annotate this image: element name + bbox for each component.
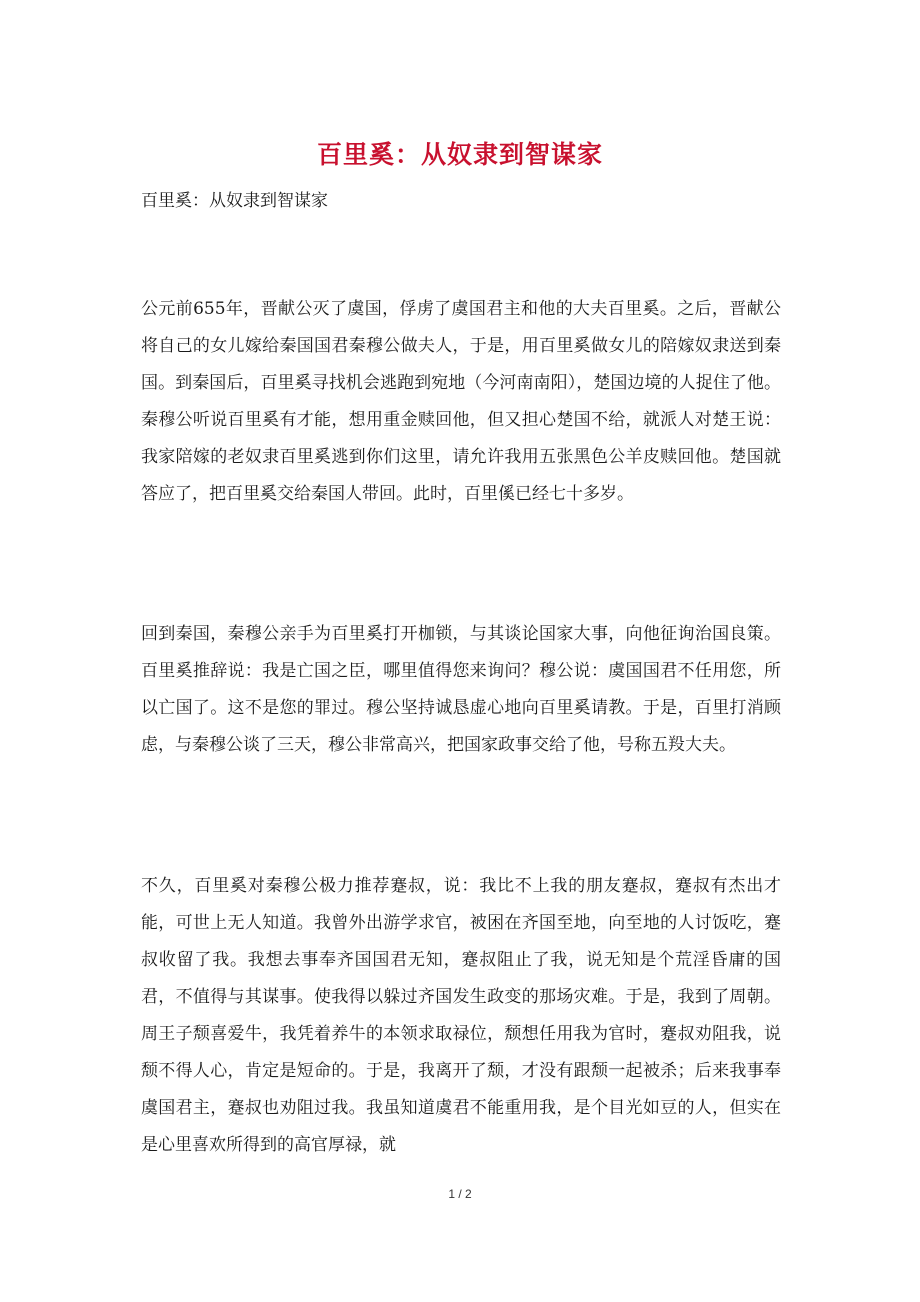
document-subtitle: 百里奚：从奴隶到智谋家 <box>141 191 328 211</box>
paragraph-1: 公元前655年，晋献公灭了虞国，俘虏了虞国君主和他的大夫百里奚。之后，晋献公将自己的女儿嫁给秦国国君秦穆公做夫人，于是，用百里奚做女儿的陪嫁奴隶送到秦国。到秦国后，百里奚寻找机会逃跑到宛地（今河南南阳），楚国边境的人捉住了他。秦穆公听说百里奚有才能，想用重金赎回他，但又担心楚国不给，就派人对楚王说：我家陪嫁的老奴隶百里奚逃到你们这里，请允许我用五张黑色公羊皮赎回他。楚国就答应了，把百里奚交给秦国人带回。此时，百里傒已经七十多岁。 <box>141 299 781 504</box>
paragraph-2: 回到秦国，秦穆公亲手为百里奚打开枷锁，与其谈论国家大事，向他征询治国良策。百里奚推辞说：我是亡国之臣，哪里值得您来询问？穆公说：虞国国君不任用您，所以亡国了。这不是您的罪过。穆公坚持诚恳虚心地向百里奚请教。于是，百里打消顾虑，与秦穆公谈了三天，穆公非常高兴，把国家政事交给了他，号称五羖大夫。 <box>141 624 781 755</box>
page-number: 1 / 2 <box>448 1187 472 1201</box>
document-title: 百里奚：从奴隶到智谋家 <box>316 140 603 169</box>
paragraph-3: 不久，百里奚对秦穆公极力推荐蹇叔，说：我比不上我的朋友蹇叔，蹇叔有杰出才能，可世上无人知道。我曾外出游学求官，被困在齐国至地，向至地的人讨饭吃，蹇叔收留了我。我想去事奉齐国国君无知，蹇叔阻止了我，说无知是个荒淫昏庸的国君，不值得与其谋事。使我得以躲过齐国发生政变的那场灾难。于是，我到了周朝。周王子颓喜爱牛，我凭着养牛的本领求取禄位，颓想任用我为官时，蹇叔劝阻我，说颓不得人心，肯定是短命的。于是，我离开了颓，才没有跟颓一起被杀；后来我事奉虞国君主，蹇叔也劝阻过我。我虽知道虞君不能重用我，是个目光如豆的人，但实在是心里喜欢所得到的高官厚禄，就 <box>141 876 781 1155</box>
